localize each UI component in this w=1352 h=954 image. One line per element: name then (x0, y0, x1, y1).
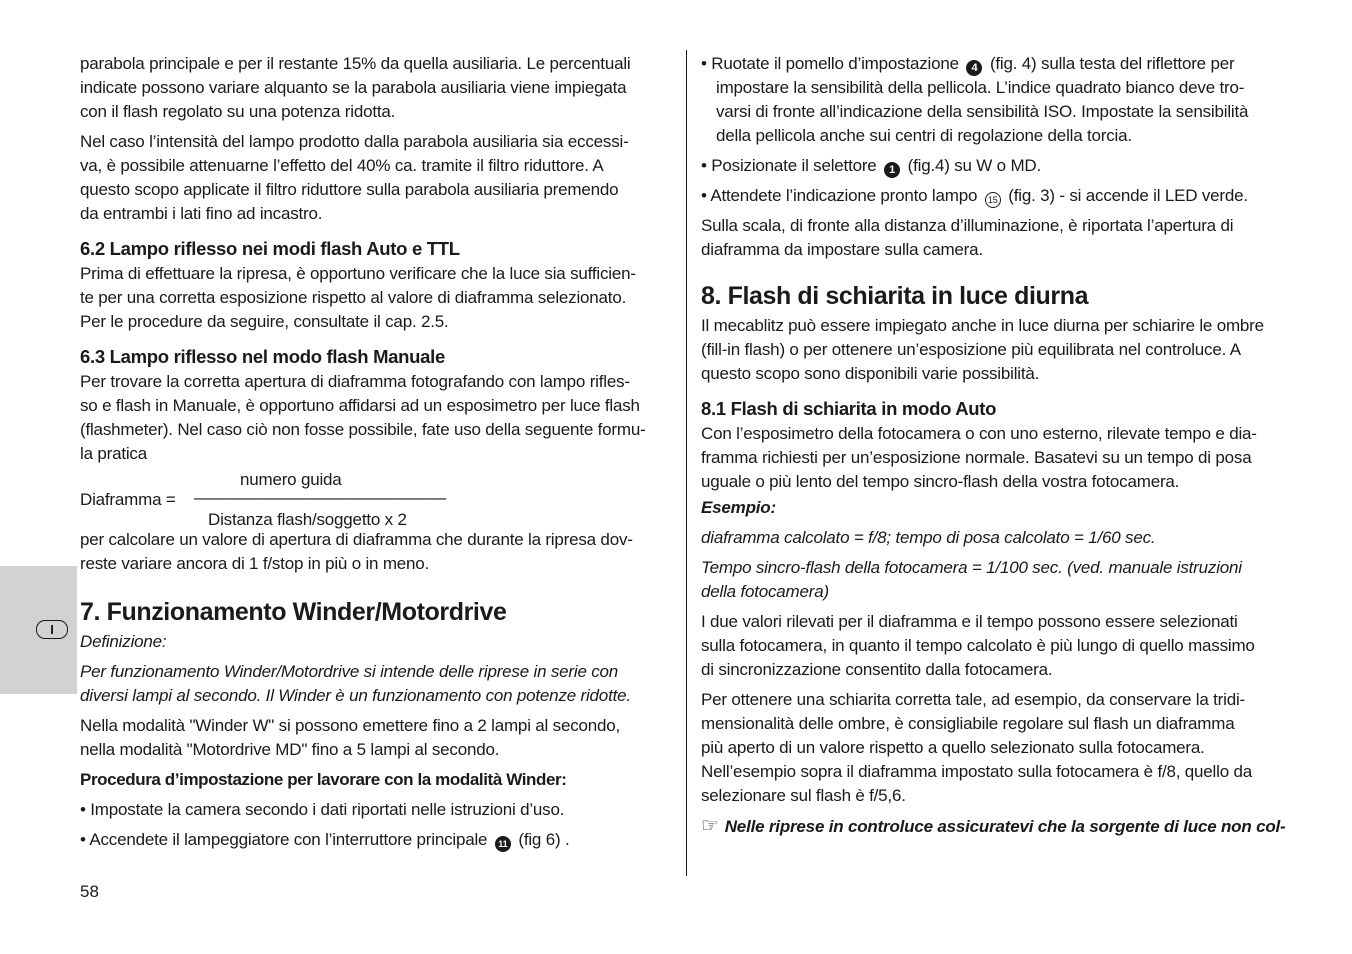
text-line: diaframma da impostare sulla camera. (701, 240, 983, 259)
text-line: reste variare ancora di 1 f/stop in più o in meno. (80, 554, 430, 573)
text-line: della fotocamera) (701, 582, 829, 601)
text-fragment: • Ruotate il pomello d’impostazione (701, 54, 959, 73)
bullet-item (701, 154, 1311, 178)
bullet-item (701, 52, 1311, 148)
text-line: varsi di fronte all’indicazione della sensibilità ISO. Impostate la sensibilità (716, 102, 1249, 121)
control-number-icon: 11 (495, 836, 511, 852)
paragraph (701, 314, 1311, 386)
text-line: Per trovare la corretta apertura di diaframma fotografando con lampo rifles- (80, 372, 630, 391)
example-line: diaframma calcolato = f/8; tempo di posa calcolato = 1/60 sec. (701, 528, 1156, 547)
language-tab-label: I (36, 620, 68, 639)
example-line (701, 556, 1311, 604)
text-line: più aperto di un valore rispetto a quello selezionato sulla fotocamera. (701, 738, 1205, 757)
text-line: Tempo sincro-flash della fotocamera = 1/100 sec. (ved. manuale istruzioni (701, 558, 1242, 577)
text-line: (fill-in flash) o per ottenere un’esposizione più equilibrata nel controluce. A (701, 340, 1241, 359)
note (701, 814, 1311, 839)
text-line: Per le procedure da seguire, consultate il cap. 2.5. (80, 312, 449, 331)
text-fragment: (fig 6) . (518, 830, 570, 849)
text-line: questo scopo sono disponibili varie possibilità. (701, 364, 1040, 383)
chapter-heading-7: 7. Funzionamento Winder/Motordrive (80, 598, 507, 626)
definition-text (80, 660, 680, 708)
bullet-item: • Impostate la camera secondo i dati riportati nelle istruzioni d’uso. (80, 800, 565, 819)
paragraph (80, 130, 680, 226)
text-line: la pratica (80, 444, 147, 463)
text-fragment: • Attendete l’indicazione pronto lampo (701, 186, 978, 205)
right-column (701, 52, 1311, 839)
example-label: Esempio: (701, 498, 776, 517)
text-fragment: (fig. 4) sulla testa del riflettore per (989, 54, 1235, 73)
section-heading-6-3: 6.3 Lampo riflesso nel modo flash Manuale (80, 346, 445, 367)
text-line: va, è possibile attenuarne l’effetto del 40% ca. tramite il filtro riduttore. A (80, 156, 604, 175)
text-line: Nell’esempio sopra il diaframma impostato sulla fotocamera è f/8, quello da (701, 762, 1252, 781)
text-line: per calcolare un valore di apertura di diaframma che durante la ripresa dov- (80, 530, 633, 549)
text-line: sulla fotocamera, in quanto il tempo calcolato è più lungo di quello massimo (701, 636, 1255, 655)
control-number-icon: 4 (966, 60, 982, 76)
text-line: mensionalità delle ombre, è consigliabile regolare sul flash un diaframma (701, 714, 1235, 733)
text-line: selezionare sul flash è f/5,6. (701, 786, 906, 805)
text-fragment: (fig.4) su W o MD. (907, 156, 1042, 175)
text-line: di sincronizzazione consentito dalla fotocamera. (701, 660, 1053, 679)
definition-label: Definizione: (80, 632, 167, 651)
left-column (80, 52, 680, 852)
text-line: Il mecablitz può essere impiegato anche in luce diurna per schiarire le ombre (701, 316, 1264, 335)
bullet-item (701, 184, 1311, 208)
formula-numerator: numero guida (240, 470, 342, 489)
indicator-number-icon: 15 (985, 192, 1001, 208)
paragraph (701, 688, 1311, 808)
control-number-icon: 1 (884, 162, 900, 178)
text-line: (flashmeter). Nel caso ciò non fosse possibile, fate uso della seguente formu- (80, 420, 646, 439)
formula-denominator: Distanza flash/soggetto x 2 (208, 510, 407, 529)
paragraph (701, 214, 1311, 262)
column-divider (686, 50, 687, 876)
paragraph (80, 370, 680, 466)
text-line: impostare la sensibilità della pellicola. L’indice quadrato bianco deve tro- (716, 78, 1245, 97)
text-line: della pellicola anche sui centri di regolazione della torcia. (716, 126, 1132, 145)
pointing-hand-icon: ☞ (701, 815, 719, 837)
text-line: so e flash in Manuale, è opportuno affidarsi ad un esposimetro per luce flash (80, 396, 640, 415)
text-line: questo scopo applicate il filtro riduttore sulla parabola ausiliaria premendo (80, 180, 619, 199)
text-line: Prima di effettuare la ripresa, è opportuno verificare che la luce sia sufficien- (80, 264, 636, 283)
section-heading-6-2: 6.2 Lampo riflesso nei modi flash Auto e TTL (80, 238, 460, 259)
text-fragment: • Posizionate il selettore (701, 156, 877, 175)
text-fragment: • Accendete il lampeggiatore con l’interruttore principale (80, 830, 488, 849)
text-line: indicate possono variare alquanto se la parabola ausiliaria viene impiegata (80, 78, 627, 97)
text-line: Per funzionamento Winder/Motordrive si intende delle riprese in serie con (80, 662, 619, 681)
text-line: Nel caso l’intensità del lampo prodotto dalla parabola ausiliaria sia eccessi- (80, 132, 629, 151)
text-line: Con l’esposimetro della fotocamera o con uno esterno, rilevate tempo e dia- (701, 424, 1257, 443)
text-line: Nella modalità "Winder W" si possono emettere fino a 2 lampi al secondo, (80, 716, 621, 735)
paragraph (80, 52, 680, 124)
text-line: diversi lampi al secondo. Il Winder è un funzionamento con potenze ridotte. (80, 686, 631, 705)
page-number: 58 (80, 882, 99, 901)
text-line: framma richiesti per un’esposizione normale. Basatevi su un tempo di posa (701, 448, 1252, 467)
formula-fraction-bar: ——————————————— (194, 488, 447, 507)
text-line: Per ottenere una schiarita corretta tale, ad esempio, da conservare la tridi- (701, 690, 1245, 709)
formula-label: Diaframma = (80, 490, 176, 509)
paragraph (80, 528, 680, 576)
paragraph (701, 422, 1311, 494)
paragraph (80, 714, 680, 762)
text-line: da entrambi i lati fino ad incastro. (80, 204, 323, 223)
section-heading-8-1: 8.1 Flash di schiarita in modo Auto (701, 398, 997, 419)
text-line: te per una corretta esposizione rispetto al valore di diaframma selezionato. (80, 288, 627, 307)
text-line: con il flash regolato su una potenza ridotta. (80, 102, 396, 121)
text-line: I due valori rilevati per il diaframma e il tempo possono essere selezionati (701, 612, 1238, 631)
text-line: uguale o più lento del tempo sincro-flash della vostra fotocamera. (701, 472, 1180, 491)
chapter-heading-8: 8. Flash di schiarita in luce diurna (701, 282, 1089, 310)
text-fragment: (fig. 3) - si accende il LED verde. (1008, 186, 1248, 205)
note-text: Nelle riprese in controluce assicuratevi che la sorgente di luce non col- (724, 817, 1286, 836)
text-line: nella modalità "Motordrive MD" fino a 5 lampi al secondo. (80, 740, 500, 759)
procedure-heading: Procedura d’impostazione per lavorare con la modalità Winder: (80, 770, 567, 789)
bullet-item (80, 828, 680, 852)
text-line: parabola principale e per il restante 15% da quella ausiliaria. Le percentuali (80, 54, 631, 73)
aperture-formula (80, 466, 680, 529)
paragraph (80, 262, 680, 334)
paragraph (701, 610, 1311, 682)
text-line: Sulla scala, di fronte alla distanza d’illuminazione, è riportata l’apertura di (701, 216, 1234, 235)
